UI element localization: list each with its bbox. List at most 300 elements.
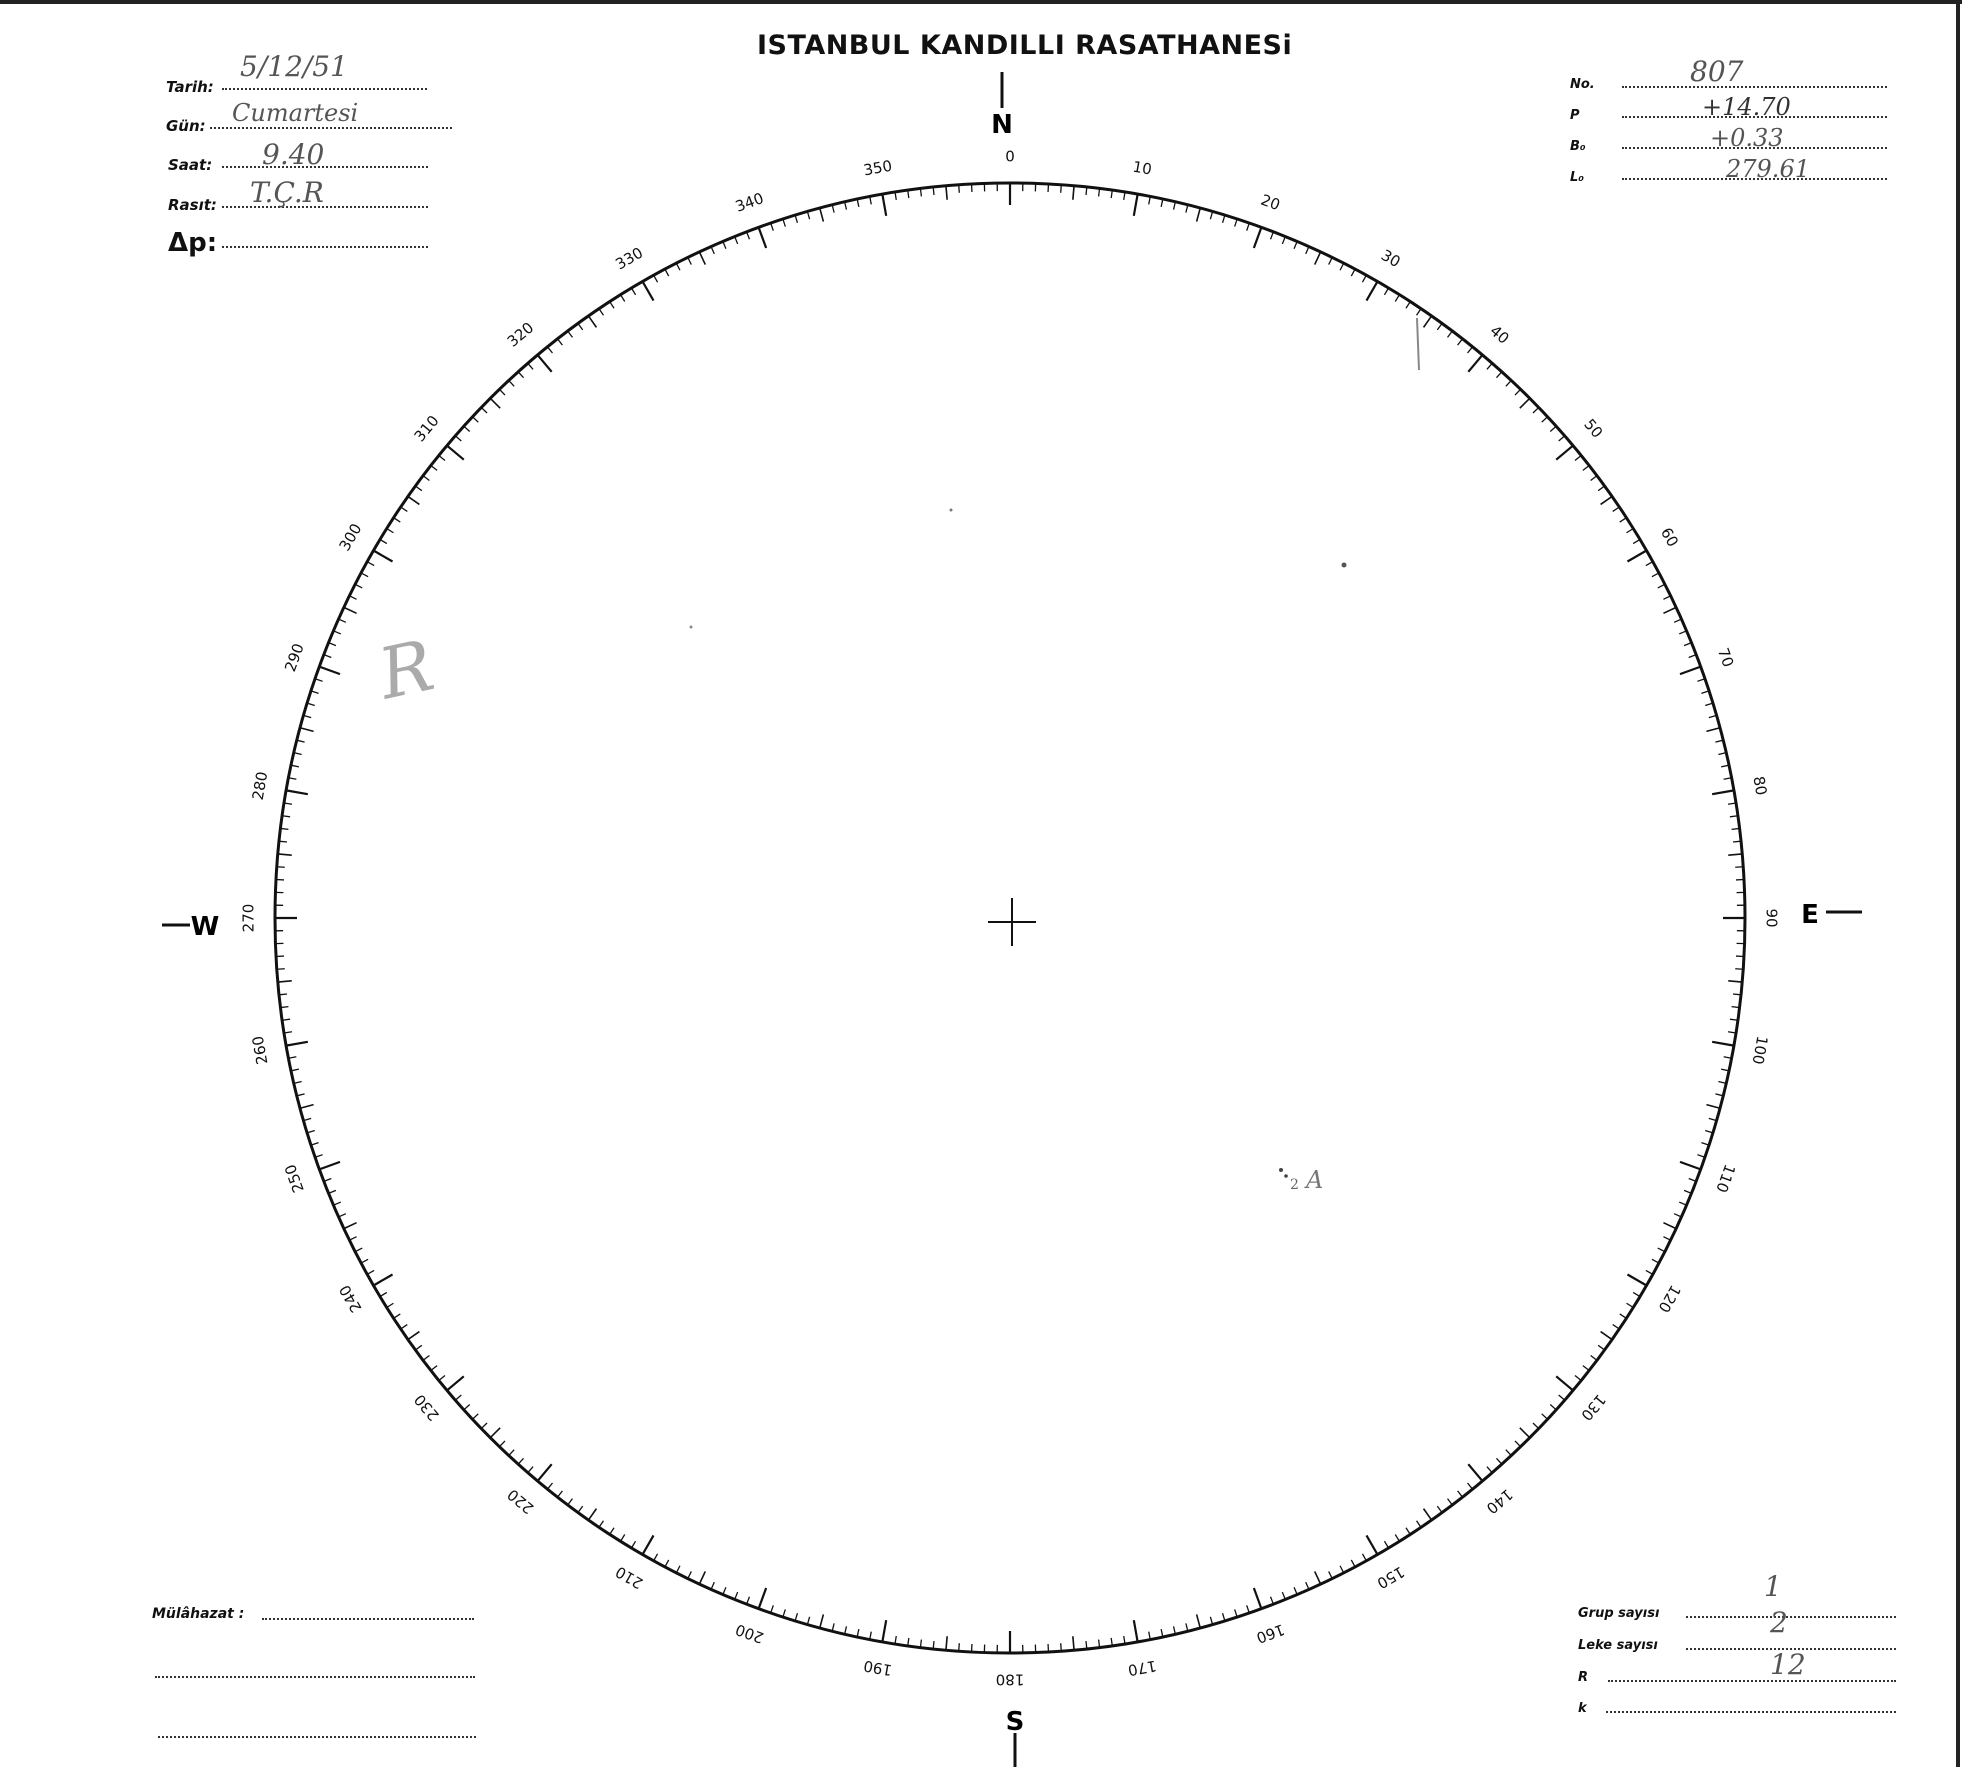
degree-tick	[324, 1179, 331, 1182]
degree-tick	[643, 1535, 654, 1554]
grup-sayisi-value: 1	[1764, 1570, 1782, 1603]
degree-tick	[481, 407, 487, 413]
degree-tick	[1556, 446, 1573, 460]
degree-tick	[1515, 389, 1521, 395]
degree-label: 20	[1258, 190, 1283, 215]
degree-tick	[415, 486, 421, 491]
degree-tick	[688, 257, 692, 264]
degree-tick	[643, 281, 654, 300]
degree-tick	[1591, 1356, 1597, 1361]
degree-tick	[1542, 1414, 1548, 1419]
no-label: No.	[1570, 77, 1595, 92]
degree-tick	[1689, 1179, 1696, 1182]
grup-sayisi-line	[1686, 1616, 1896, 1618]
degree-tick	[1706, 1105, 1720, 1109]
r-label: R	[1578, 1670, 1589, 1685]
degree-label: 300	[335, 520, 366, 555]
north-label: N	[991, 110, 1013, 140]
degree-tick	[1458, 1491, 1463, 1497]
saat-label: Saat:	[168, 156, 213, 174]
degree-tick	[1395, 1535, 1399, 1542]
degree-tick	[1315, 252, 1321, 265]
degree-tick	[621, 1535, 625, 1542]
degree-tick	[1329, 1571, 1333, 1578]
degree-tick	[665, 1560, 669, 1567]
degree-tick	[464, 1404, 470, 1409]
degree-tick	[528, 1467, 533, 1473]
degree-tick	[373, 551, 392, 562]
notes-line-1	[262, 1618, 474, 1620]
degree-tick	[1684, 1190, 1691, 1193]
b0-label: B₀	[1570, 139, 1586, 154]
degree-tick	[1329, 257, 1333, 264]
degree-tick	[1706, 728, 1720, 732]
degree-tick	[1550, 1404, 1556, 1409]
degree-tick	[654, 275, 658, 282]
degree-tick	[1417, 1521, 1421, 1528]
degree-tick	[1315, 1571, 1321, 1584]
degree-tick	[1658, 1248, 1665, 1252]
degree-tick	[373, 1275, 392, 1286]
degree-tick	[1282, 1592, 1285, 1599]
degree-tick	[1559, 436, 1565, 441]
degree-label: 110	[1712, 1161, 1739, 1195]
degree-tick	[329, 1190, 336, 1193]
degree-tick	[344, 1223, 357, 1229]
degree-tick	[1680, 1162, 1701, 1170]
degree-tick	[464, 426, 470, 431]
degree-tick	[933, 1641, 934, 1649]
degree-tick	[1061, 1643, 1062, 1651]
degree-tick	[1550, 426, 1556, 431]
delta-p-line	[222, 246, 428, 248]
degree-label: 90	[1762, 908, 1781, 928]
degree-tick	[959, 185, 960, 193]
degree-label: 10	[1131, 157, 1154, 179]
degree-tick	[820, 1614, 824, 1628]
degree-tick	[538, 1464, 552, 1481]
degree-tick	[933, 187, 934, 195]
degree-tick	[588, 316, 596, 327]
degree-tick	[1086, 187, 1087, 195]
degree-tick	[339, 619, 346, 622]
degree-tick	[361, 573, 368, 577]
degree-label: 310	[410, 411, 443, 446]
degree-tick	[578, 1506, 583, 1512]
degree-tick	[1406, 302, 1410, 309]
limb-mark: R	[372, 624, 441, 716]
spot-group-index: 2	[1290, 1177, 1299, 1193]
degree-tick	[439, 1376, 445, 1381]
degree-tick	[610, 1528, 614, 1535]
degree-label: 220	[503, 1485, 538, 1518]
degree-tick	[1197, 1614, 1201, 1628]
degree-tick	[665, 269, 669, 276]
degree-tick	[699, 252, 705, 265]
degree-tick	[1306, 1582, 1309, 1589]
degree-tick	[723, 241, 726, 248]
degree-tick	[447, 1376, 464, 1390]
degree-label: 170	[1126, 1656, 1158, 1680]
degree-tick	[1633, 539, 1640, 543]
degree-tick	[1362, 1554, 1366, 1561]
degree-tick	[1306, 247, 1309, 254]
degree-tick	[1663, 1223, 1676, 1229]
degree-tick	[557, 1491, 562, 1497]
degree-tick	[349, 596, 356, 600]
degree-tick	[1601, 1332, 1612, 1340]
gun-label: Gün:	[166, 117, 206, 135]
degree-label: 0	[1005, 147, 1015, 166]
degree-tick	[1468, 1464, 1482, 1481]
degree-tick	[1559, 1395, 1565, 1400]
degree-tick	[1496, 372, 1501, 378]
degree-tick	[1620, 518, 1627, 522]
degree-tick	[1533, 1423, 1539, 1429]
degree-tick	[344, 607, 357, 613]
degree-tick	[367, 1270, 374, 1274]
degree-tick	[1197, 208, 1201, 222]
degree-tick	[882, 1620, 886, 1642]
degree-tick	[599, 1521, 603, 1528]
degree-label: 60	[1656, 524, 1683, 551]
degree-label: 230	[410, 1390, 443, 1425]
b0-value: +0.33	[1710, 124, 1784, 152]
degree-label: 130	[1577, 1390, 1610, 1425]
degree-tick	[394, 518, 401, 522]
degree-tick	[820, 208, 824, 222]
degree-tick	[1448, 1499, 1453, 1505]
degree-tick	[538, 355, 552, 372]
degree-tick	[1437, 1506, 1442, 1512]
l0-label: L₀	[1570, 170, 1584, 185]
degree-tick	[1395, 295, 1399, 302]
degree-tick	[455, 436, 461, 441]
degree-tick	[1351, 1560, 1355, 1567]
degree-tick	[1384, 288, 1388, 295]
degree-tick	[528, 363, 533, 369]
degree-label: 160	[1253, 1620, 1287, 1647]
south-label: S	[1005, 1707, 1025, 1737]
degree-tick	[333, 1202, 340, 1205]
degree-tick	[1424, 1509, 1432, 1520]
gun-value: Cumartesi	[232, 99, 359, 127]
degree-label: 180	[995, 1670, 1025, 1689]
degree-tick	[1520, 398, 1530, 408]
degree-tick	[1515, 1441, 1521, 1447]
degree-tick	[1598, 486, 1604, 491]
degree-tick	[676, 263, 680, 270]
degree-tick	[1680, 667, 1701, 675]
degree-tick	[1674, 619, 1681, 622]
degree-tick	[1367, 1535, 1378, 1554]
west-label: W	[190, 912, 220, 942]
degree-tick	[380, 539, 387, 543]
degree-tick	[747, 232, 750, 239]
degree-tick	[1362, 275, 1366, 282]
degree-tick	[300, 1105, 314, 1109]
degree-tick	[278, 981, 292, 982]
sunspot	[1279, 1168, 1283, 1172]
k-label: k	[1578, 1701, 1587, 1716]
degree-tick	[946, 1636, 947, 1650]
degree-tick	[1506, 1450, 1511, 1456]
rasit-label: Rasıt:	[168, 196, 217, 214]
degree-tick	[1663, 596, 1670, 600]
rasit-value: T.Ç.R	[250, 176, 324, 209]
degree-tick	[499, 389, 505, 395]
degree-tick	[735, 1592, 738, 1599]
degree-tick	[1468, 347, 1473, 353]
no-line	[1622, 86, 1887, 88]
p-value: +14.70	[1702, 93, 1791, 121]
degree-tick	[1733, 994, 1741, 995]
degree-tick	[882, 194, 886, 216]
degree-tick	[1448, 331, 1453, 337]
degree-tick	[279, 994, 287, 995]
degree-tick	[711, 1582, 714, 1589]
degree-tick	[599, 309, 603, 316]
degree-tick	[1061, 185, 1062, 193]
degree-tick	[472, 417, 478, 422]
tarih-label: Tarih:	[166, 78, 214, 96]
degree-tick	[394, 1314, 401, 1318]
degree-tick	[946, 186, 947, 200]
degree-tick	[1487, 1467, 1492, 1473]
degree-tick	[324, 655, 331, 658]
degree-tick	[339, 1214, 346, 1217]
degree-label: 260	[248, 1034, 272, 1066]
degree-label: 320	[503, 318, 538, 351]
saat-line	[222, 166, 428, 168]
degree-tick	[1556, 1376, 1573, 1390]
degree-label: 270	[239, 903, 258, 933]
degree-label: 240	[335, 1281, 366, 1316]
degree-tick	[621, 295, 625, 302]
degree-tick	[711, 247, 714, 254]
r-value: 12	[1770, 1648, 1806, 1681]
degree-tick	[286, 1042, 308, 1046]
degree-tick	[518, 1458, 523, 1464]
degree-tick	[1282, 237, 1285, 244]
notes-line-2	[155, 1676, 475, 1678]
degree-ticks	[275, 183, 1745, 1653]
notes-label: Mülâhazat :	[152, 1606, 245, 1622]
degree-tick	[278, 854, 292, 855]
degree-tick	[1712, 1042, 1734, 1046]
degree-tick	[1601, 496, 1612, 504]
degree-tick	[1663, 1237, 1670, 1241]
r-line	[1608, 1680, 1896, 1682]
degree-tick	[1735, 969, 1743, 970]
degree-tick	[1271, 1597, 1274, 1604]
degree-tick	[1487, 363, 1492, 369]
degree-tick	[518, 372, 523, 378]
degree-tick	[1712, 790, 1734, 794]
degree-tick	[1627, 529, 1634, 533]
degree-label: 140	[1482, 1485, 1517, 1518]
degree-tick	[578, 323, 583, 329]
degree-tick	[959, 1643, 960, 1651]
degree-tick	[1620, 1314, 1627, 1318]
degree-tick	[735, 237, 738, 244]
l0-value: 279.61	[1726, 155, 1810, 183]
degree-tick	[1506, 380, 1511, 386]
p-label: P	[1570, 108, 1580, 123]
degree-tick	[1613, 507, 1620, 511]
degree-tick	[1674, 1214, 1681, 1217]
degree-tick	[547, 1483, 552, 1489]
degree-tick	[747, 1597, 750, 1604]
degree-tick	[557, 339, 562, 345]
east-label: E	[1801, 900, 1819, 930]
degree-tick	[1679, 631, 1686, 634]
degree-tick	[1652, 573, 1659, 577]
degree-tick	[1658, 584, 1665, 588]
degree-label: 80	[1749, 774, 1771, 797]
degree-tick	[415, 1345, 421, 1350]
degree-tick	[1633, 1292, 1640, 1296]
degree-tick	[277, 969, 285, 970]
degree-tick	[1496, 1458, 1501, 1464]
degree-tick	[277, 867, 285, 868]
degree-tick	[588, 1509, 596, 1520]
degree-tick	[723, 1587, 726, 1594]
degree-tick	[431, 465, 437, 470]
degree-tick	[509, 1450, 514, 1456]
degree-tick	[1384, 1541, 1388, 1548]
degree-tick	[1254, 1588, 1262, 1609]
degree-tick	[361, 1259, 368, 1263]
degree-tick	[1679, 1202, 1686, 1205]
degree-tick	[286, 790, 308, 794]
degree-tick	[631, 288, 635, 295]
degree-tick	[1406, 1528, 1410, 1535]
degree-tick	[1351, 269, 1355, 276]
degree-tick	[759, 227, 767, 248]
speck	[690, 626, 693, 629]
sunspot	[1284, 1174, 1288, 1178]
degree-tick	[1646, 562, 1653, 566]
degree-tick	[408, 1332, 419, 1340]
degree-tick	[1417, 309, 1421, 316]
degree-tick	[1652, 1259, 1659, 1263]
degree-tick	[423, 476, 429, 481]
degree-tick	[1073, 186, 1074, 200]
degree-tick	[1424, 316, 1432, 327]
degree-tick	[329, 643, 336, 646]
degree-tick	[676, 1566, 680, 1573]
degree-tick	[547, 347, 552, 353]
k-line	[1606, 1711, 1896, 1713]
degree-label: 70	[1713, 645, 1738, 670]
notes-line-3	[158, 1736, 476, 1738]
degree-tick	[1689, 655, 1696, 658]
degree-label: 150	[1373, 1562, 1408, 1593]
degree-tick	[1733, 841, 1741, 842]
degree-label: 210	[612, 1562, 647, 1593]
degree-tick	[759, 1588, 767, 1609]
no-value: 807	[1690, 55, 1744, 88]
degree-label: 250	[281, 1161, 308, 1195]
degree-label: 290	[281, 641, 308, 675]
speck	[950, 509, 953, 512]
degree-tick	[568, 1499, 573, 1505]
degree-tick	[1340, 263, 1344, 270]
speck	[1342, 563, 1347, 568]
degree-tick	[1598, 1345, 1604, 1350]
degree-label: 350	[862, 156, 894, 180]
degree-tick	[439, 455, 445, 460]
tarih-line	[222, 88, 427, 90]
degree-tick	[1437, 323, 1442, 329]
degree-tick	[1627, 1303, 1634, 1307]
degree-tick	[481, 1423, 487, 1429]
degree-tick	[1735, 867, 1743, 868]
degree-label: 100	[1748, 1034, 1772, 1066]
degree-tick	[631, 1541, 635, 1548]
leke-sayisi-label: Leke sayısı	[1578, 1638, 1658, 1653]
degree-tick	[1728, 854, 1742, 855]
degree-tick	[1663, 607, 1676, 613]
degree-tick	[431, 1366, 437, 1371]
tarih-value: 5/12/51	[240, 50, 348, 83]
degree-tick	[1254, 227, 1262, 248]
degree-tick	[380, 1292, 387, 1296]
degree-tick	[1086, 1641, 1087, 1649]
degree-tick	[1340, 1566, 1344, 1573]
degree-tick	[1542, 417, 1548, 422]
degree-tick	[447, 446, 464, 460]
saat-value: 9.40	[262, 138, 325, 171]
degree-tick	[1583, 465, 1589, 470]
degree-tick	[1627, 551, 1646, 562]
degree-tick	[319, 1162, 340, 1170]
degree-tick	[1458, 339, 1463, 345]
degree-tick	[1575, 1376, 1581, 1381]
degree-tick	[1271, 232, 1274, 239]
degree-tick	[1468, 355, 1482, 372]
degree-tick	[1627, 1275, 1646, 1286]
gun-line	[210, 127, 452, 129]
degree-tick	[1367, 281, 1378, 300]
degree-tick	[699, 1571, 705, 1584]
degree-tick	[355, 1248, 362, 1252]
degree-label: 190	[862, 1656, 894, 1680]
degree-tick	[401, 1325, 408, 1329]
degree-tick	[509, 380, 514, 386]
leke-sayisi-value: 2	[1770, 1606, 1788, 1639]
spot-group-label: A	[1306, 1166, 1324, 1194]
degree-tick	[1575, 455, 1581, 460]
degree-tick	[319, 667, 340, 675]
degree-tick	[387, 529, 394, 533]
degree-tick	[1134, 194, 1138, 216]
delta-p-label: Δp:	[168, 228, 218, 258]
degree-label: 280	[248, 770, 272, 802]
degree-tick	[490, 1428, 500, 1438]
degree-tick	[367, 562, 374, 566]
pencil-mark	[1417, 318, 1419, 370]
degree-tick	[1591, 476, 1597, 481]
page-title: ISTANBUL KANDILLI RASATHANESi	[757, 30, 1293, 61]
degree-tick	[355, 584, 362, 588]
degree-label: 40	[1486, 321, 1513, 348]
degree-tick	[1583, 1366, 1589, 1371]
degree-label: 30	[1377, 245, 1404, 272]
degree-tick	[472, 1414, 478, 1419]
degree-label: 340	[733, 189, 767, 216]
